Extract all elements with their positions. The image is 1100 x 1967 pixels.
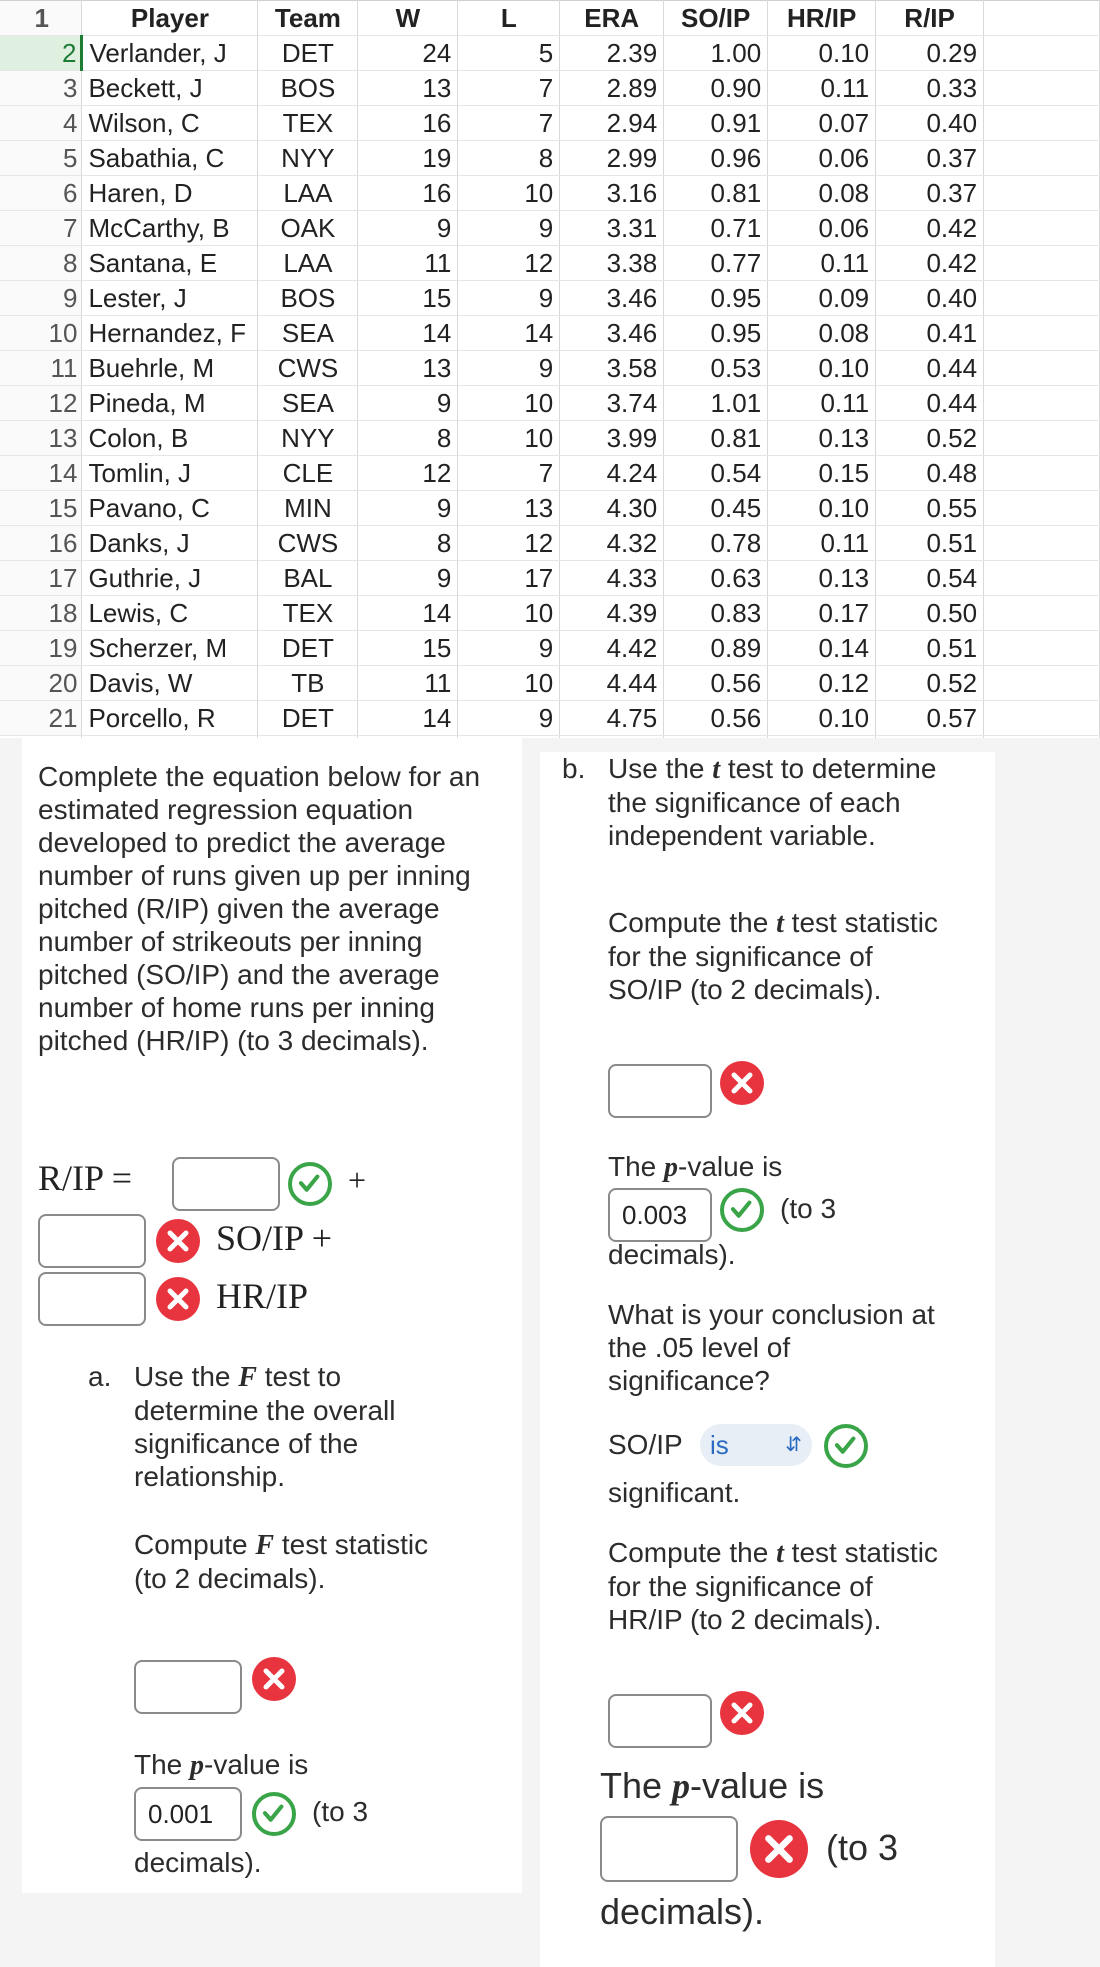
cell-team[interactable]: CWS (258, 526, 358, 561)
cell-era[interactable]: 3.16 (560, 176, 664, 211)
table-row (0, 36, 1100, 71)
cell-era[interactable]: 4.24 (560, 456, 664, 491)
cell-l[interactable]: 9 (458, 281, 560, 316)
cell-hr-ip[interactable]: 0.12 (768, 666, 876, 701)
cell-l[interactable]: 7 (458, 71, 560, 106)
cell-w[interactable]: 15 (358, 281, 458, 316)
cell-player[interactable]: Scherzer, M (82, 631, 258, 666)
cell-team[interactable]: DET (258, 36, 358, 71)
table-row (0, 456, 1100, 491)
row-number[interactable]: 17 (0, 561, 82, 596)
cell-team[interactable]: MIN (258, 491, 358, 526)
header-player[interactable]: Player (82, 1, 258, 36)
cell-w[interactable]: 8 (358, 421, 458, 456)
cell-player[interactable]: Davis, W (82, 666, 258, 701)
cell-era[interactable]: 3.31 (560, 211, 664, 246)
header-so-ip[interactable]: SO/IP (664, 1, 768, 36)
cell-so-ip[interactable]: 0.81 (664, 176, 768, 211)
cell-w[interactable]: 8 (358, 526, 458, 561)
header-r-ip[interactable]: R/IP (876, 1, 984, 36)
row-number[interactable]: 7 (0, 211, 82, 246)
cell-player[interactable]: Porcello, R (82, 701, 258, 736)
cell-hr-ip[interactable]: 0.10 (768, 701, 876, 736)
cell-team[interactable]: CLE (258, 456, 358, 491)
table-row (0, 421, 1100, 456)
cell-r-ip[interactable]: 0.42 (876, 211, 984, 246)
row-number[interactable]: 5 (0, 141, 82, 176)
cell-w[interactable]: 11 (358, 246, 458, 281)
table-row (0, 526, 1100, 561)
cell-so-ip[interactable]: 0.91 (664, 106, 768, 141)
cell-era[interactable]: 4.32 (560, 526, 664, 561)
table-row (0, 106, 1100, 141)
cell-l[interactable]: 12 (458, 246, 560, 281)
data-spreadsheet (0, 0, 1100, 738)
cell-team[interactable]: CWS (258, 351, 358, 386)
cell-era[interactable]: 4.30 (560, 491, 664, 526)
cell-team[interactable]: BOS (258, 71, 358, 106)
cell-player[interactable]: Guthrie, J (82, 561, 258, 596)
cell-r-ip[interactable]: 0.51 (876, 526, 984, 561)
cell-hr-ip[interactable]: 0.10 (768, 36, 876, 71)
cell-l[interactable]: 9 (458, 631, 560, 666)
cell-l[interactable]: 9 (458, 211, 560, 246)
cell-w[interactable]: 16 (358, 176, 458, 211)
cell-team[interactable]: DET (258, 701, 358, 736)
row-number[interactable]: 8 (0, 246, 82, 281)
cell-w[interactable]: 9 (358, 386, 458, 421)
header-era[interactable]: ERA (560, 1, 664, 36)
cell-w[interactable]: 11 (358, 666, 458, 701)
cell-r-ip[interactable]: 0.42 (876, 246, 984, 281)
cell-hr-ip[interactable]: 0.10 (768, 491, 876, 526)
cell-l[interactable]: 10 (458, 666, 560, 701)
row-number[interactable]: 16 (0, 526, 82, 561)
cell-so-ip[interactable]: 0.78 (664, 526, 768, 561)
cell-player[interactable]: Haren, D (82, 176, 258, 211)
cell-so-ip[interactable]: 0.96 (664, 141, 768, 176)
row-number[interactable]: 18 (0, 596, 82, 631)
cell-r-ip[interactable]: 0.50 (876, 596, 984, 631)
empty-cell[interactable] (768, 736, 876, 739)
cell-player[interactable]: Danks, J (82, 526, 258, 561)
row-number[interactable]: 15 (0, 491, 82, 526)
soip-coefficient-input[interactable] (38, 1214, 146, 1268)
cell-team[interactable]: TEX (258, 596, 358, 631)
cell-so-ip[interactable]: 0.77 (664, 246, 768, 281)
cell-era[interactable]: 4.39 (560, 596, 664, 631)
empty-cell[interactable] (984, 176, 1100, 211)
cell-w[interactable]: 16 (358, 106, 458, 141)
row-number[interactable]: 19 (0, 631, 82, 666)
empty-cell[interactable] (664, 736, 768, 739)
soip-pvalue-input[interactable] (608, 1188, 712, 1242)
cell-era[interactable]: 4.75 (560, 701, 664, 736)
cell-l[interactable]: 5 (458, 36, 560, 71)
row-number[interactable]: 14 (0, 456, 82, 491)
cell-w[interactable]: 19 (358, 141, 458, 176)
cell-player[interactable]: Lewis, C (82, 596, 258, 631)
cell-era[interactable]: 3.46 (560, 281, 664, 316)
empty-cell[interactable] (984, 106, 1100, 141)
cell-team[interactable]: NYY (258, 421, 358, 456)
table-row (0, 211, 1100, 246)
cell-l[interactable]: 17 (458, 561, 560, 596)
cell-team[interactable]: LAA (258, 246, 358, 281)
cell-so-ip[interactable]: 0.71 (664, 211, 768, 246)
cell-w[interactable]: 12 (358, 456, 458, 491)
cell-player[interactable]: Pavano, C (82, 491, 258, 526)
cell-hr-ip[interactable]: 0.06 (768, 211, 876, 246)
cell-player[interactable]: Wilson, C (82, 106, 258, 141)
cell-hr-ip[interactable]: 0.13 (768, 421, 876, 456)
empty-cell[interactable] (984, 281, 1100, 316)
cell-era[interactable]: 4.42 (560, 631, 664, 666)
cell-player[interactable]: McCarthy, B (82, 211, 258, 246)
table-row (0, 561, 1100, 596)
empty-cell[interactable] (984, 246, 1100, 281)
cell-so-ip[interactable]: 0.95 (664, 316, 768, 351)
incorrect-x-icon (156, 1219, 200, 1263)
f-pvalue-input[interactable] (134, 1787, 242, 1841)
part-b-instructions: Use the t test to determine the significance of each independent variable. (608, 753, 937, 851)
row-number[interactable]: 12 (0, 386, 82, 421)
cell-player[interactable]: Lester, J (82, 281, 258, 316)
empty-cell[interactable] (984, 736, 1100, 739)
cell-player[interactable]: Hernandez, F (82, 316, 258, 351)
cell-l[interactable]: 12 (458, 526, 560, 561)
incorrect-x-icon (720, 1061, 764, 1105)
header-row (0, 1, 1100, 36)
table-row (0, 666, 1100, 701)
cell-era[interactable]: 3.99 (560, 421, 664, 456)
cell-so-ip[interactable]: 0.83 (664, 596, 768, 631)
cell-l[interactable]: 10 (458, 386, 560, 421)
row-number[interactable]: 21 (0, 701, 82, 736)
correct-check-icon (288, 1162, 332, 1206)
cell-player[interactable]: Colon, B (82, 421, 258, 456)
updown-chevron-icon: ⇵ (785, 1434, 802, 1456)
precision-note-cont: decimals). (608, 1239, 736, 1270)
cell-r-ip[interactable]: 0.52 (876, 666, 984, 701)
cell-hr-ip[interactable]: 0.11 (768, 526, 876, 561)
f-stat-prompt: Compute F test statistic (to 2 decimals). (134, 1529, 429, 1594)
precision-note-cont: decimals). (134, 1847, 262, 1878)
cell-hr-ip[interactable]: 0.08 (768, 176, 876, 211)
cell-so-ip[interactable]: 0.63 (664, 561, 768, 596)
empty-cell[interactable] (984, 456, 1100, 491)
cell-r-ip[interactable]: 0.51 (876, 631, 984, 666)
cell-hr-ip[interactable]: 0.06 (768, 141, 876, 176)
cell-team[interactable]: BOS (258, 281, 358, 316)
cell-r-ip[interactable]: 0.40 (876, 281, 984, 316)
t-hrip-prompt: Compute the t test statistic for the significance of HR/IP (to 2 decimals). (608, 1537, 938, 1635)
cell-w[interactable]: 15 (358, 631, 458, 666)
empty-cell[interactable] (984, 316, 1100, 351)
precision-note-cont: decimals). (600, 1891, 765, 1932)
header-hr-ip[interactable]: HR/IP (768, 1, 876, 36)
cell-l[interactable]: 9 (458, 701, 560, 736)
cell-hr-ip[interactable]: 0.11 (768, 386, 876, 421)
incorrect-x-icon (156, 1277, 200, 1321)
row-number[interactable]: 13 (0, 421, 82, 456)
cell-r-ip[interactable]: 0.44 (876, 351, 984, 386)
cell-hr-ip[interactable]: 0.13 (768, 561, 876, 596)
row-number[interactable]: 20 (0, 666, 82, 701)
empty-cell[interactable] (984, 596, 1100, 631)
cell-team[interactable]: LAA (258, 176, 358, 211)
t-soip-prompt: Compute the t test statistic for the significance of SO/IP (to 2 decimals). (608, 907, 938, 1005)
header-team[interactable]: Team (258, 1, 358, 36)
cell-player[interactable]: Tomlin, J (82, 456, 258, 491)
equation-plus: + (348, 1162, 367, 1198)
empty-cell[interactable] (984, 631, 1100, 666)
table-row (0, 281, 1100, 316)
precision-note: (to 3 (780, 1193, 837, 1224)
cell-l[interactable]: 9 (458, 351, 560, 386)
part-b-label: b. (562, 753, 586, 784)
empty-cell[interactable] (984, 36, 1100, 71)
row-number[interactable]: 4 (0, 106, 82, 141)
t-soip-input[interactable] (608, 1064, 712, 1118)
regression-intro: Complete the equation below for an estimated regression equation developed to predict the average number of runs given up per inning pitched (R/IP) given the average number of strikeouts per inning pitched (SO/IP) and the average number of home runs per inning pitched (HR/IP) (to 3 decimals). (38, 761, 481, 1056)
incorrect-x-icon (252, 1657, 296, 1701)
correct-check-icon (252, 1792, 296, 1836)
empty-cell[interactable] (984, 491, 1100, 526)
cell-r-ip[interactable]: 0.41 (876, 316, 984, 351)
precision-note: (to 3 (826, 1827, 899, 1868)
pitcher-table (0, 0, 1100, 738)
cell-r-ip[interactable]: 0.37 (876, 176, 984, 211)
empty-cell[interactable] (560, 736, 664, 739)
soip-pvalue-prompt: The p-value is (608, 1151, 783, 1183)
cell-player[interactable]: Verlander, J (82, 36, 258, 71)
cell-r-ip[interactable]: 0.29 (876, 36, 984, 71)
cell-era[interactable]: 2.94 (560, 106, 664, 141)
hrip-pvalue-prompt: The p-value is (600, 1765, 825, 1806)
cell-hr-ip[interactable]: 0.11 (768, 71, 876, 106)
empty-cell[interactable] (984, 1, 1100, 36)
empty-cell[interactable] (984, 386, 1100, 421)
table-row (0, 386, 1100, 421)
cell-era[interactable]: 2.39 (560, 36, 664, 71)
empty-cell[interactable] (984, 526, 1100, 561)
cell-team[interactable]: NYY (258, 141, 358, 176)
cell-so-ip[interactable]: 1.00 (664, 36, 768, 71)
table-row (0, 176, 1100, 211)
cell-hr-ip[interactable]: 0.11 (768, 246, 876, 281)
cell-team[interactable]: OAK (258, 211, 358, 246)
cell-hr-ip[interactable]: 0.08 (768, 316, 876, 351)
table-row (0, 351, 1100, 386)
empty-cell[interactable] (984, 211, 1100, 246)
cell-so-ip[interactable]: 0.53 (664, 351, 768, 386)
cell-era[interactable]: 4.44 (560, 666, 664, 701)
cell-r-ip[interactable]: 0.40 (876, 106, 984, 141)
cell-team[interactable]: TB (258, 666, 358, 701)
row-number[interactable]: 9 (0, 281, 82, 316)
cell-r-ip[interactable]: 0.48 (876, 456, 984, 491)
empty-cell[interactable] (984, 141, 1100, 176)
cell-r-ip[interactable]: 0.54 (876, 561, 984, 596)
cell-team[interactable]: BAL (258, 561, 358, 596)
cell-r-ip[interactable]: 0.33 (876, 71, 984, 106)
empty-cell[interactable] (984, 421, 1100, 456)
row-number[interactable]: 2 (0, 36, 82, 71)
cell-player[interactable]: Buehrle, M (82, 351, 258, 386)
conclusion-variable: SO/IP (608, 1429, 683, 1460)
table-row (0, 631, 1100, 666)
table-row (0, 701, 1100, 736)
cell-w[interactable]: 9 (358, 561, 458, 596)
cell-hr-ip[interactable]: 0.14 (768, 631, 876, 666)
row-number[interactable]: 10 (0, 316, 82, 351)
table-row (0, 316, 1100, 351)
cell-r-ip[interactable]: 0.44 (876, 386, 984, 421)
cell-era[interactable]: 3.46 (560, 316, 664, 351)
cell-player[interactable]: Pineda, M (82, 386, 258, 421)
conclusion-question: What is your conclusion at the .05 level of significance? (608, 1299, 935, 1396)
cell-so-ip[interactable]: 1.01 (664, 386, 768, 421)
cell-so-ip[interactable]: 0.56 (664, 701, 768, 736)
cell-player[interactable]: Beckett, J (82, 71, 258, 106)
cell-player[interactable]: Sabathia, C (82, 141, 258, 176)
cell-hr-ip[interactable]: 0.09 (768, 281, 876, 316)
cell-w[interactable]: 13 (358, 71, 458, 106)
cell-r-ip[interactable]: 0.57 (876, 701, 984, 736)
cell-w[interactable]: 9 (358, 491, 458, 526)
row-number[interactable]: 1 (0, 1, 82, 36)
cell-w[interactable]: 14 (358, 701, 458, 736)
empty-cell[interactable] (984, 351, 1100, 386)
cell-era[interactable]: 4.33 (560, 561, 664, 596)
cell-so-ip[interactable]: 0.56 (664, 666, 768, 701)
cell-l[interactable]: 7 (458, 106, 560, 141)
cell-team[interactable]: SEA (258, 316, 358, 351)
cell-era[interactable]: 3.58 (560, 351, 664, 386)
cell-hr-ip[interactable]: 0.07 (768, 106, 876, 141)
cell-hr-ip[interactable]: 0.15 (768, 456, 876, 491)
cell-so-ip[interactable]: 0.81 (664, 421, 768, 456)
header-w[interactable]: W (358, 1, 458, 36)
cell-era[interactable]: 2.99 (560, 141, 664, 176)
cell-r-ip[interactable]: 0.52 (876, 421, 984, 456)
hrip-coefficient-input[interactable] (38, 1272, 146, 1326)
header-l[interactable]: L (458, 1, 560, 36)
cell-hr-ip[interactable]: 0.10 (768, 351, 876, 386)
cell-so-ip[interactable]: 0.95 (664, 281, 768, 316)
cell-l[interactable]: 10 (458, 421, 560, 456)
row-number[interactable]: 6 (0, 176, 82, 211)
cell-w[interactable]: 24 (358, 36, 458, 71)
cell-l[interactable]: 13 (458, 491, 560, 526)
f-pvalue-prompt: The p-value is (134, 1749, 309, 1781)
f-stat-input[interactable] (134, 1660, 242, 1714)
empty-cell[interactable] (984, 561, 1100, 596)
equation-hrip-term: HR/IP (216, 1276, 309, 1316)
cell-w[interactable]: 14 (358, 316, 458, 351)
cell-r-ip[interactable]: 0.37 (876, 141, 984, 176)
table-row (0, 596, 1100, 631)
hrip-pvalue-input[interactable] (600, 1816, 738, 1882)
incorrect-x-icon (750, 1820, 808, 1878)
cell-so-ip[interactable]: 0.90 (664, 71, 768, 106)
significance-select-value: is (710, 1430, 729, 1460)
precision-note: (to 3 (312, 1796, 369, 1827)
table-row (0, 71, 1100, 106)
cell-l[interactable]: 8 (458, 141, 560, 176)
row-number[interactable]: 11 (0, 351, 82, 386)
cell-era[interactable]: 3.74 (560, 386, 664, 421)
cell-so-ip[interactable]: 0.54 (664, 456, 768, 491)
cell-w[interactable]: 13 (358, 351, 458, 386)
part-a-instructions: Use the F test to determine the overall significance of the relationship. (134, 1361, 396, 1492)
significance-select[interactable] (700, 1424, 812, 1466)
table-row (0, 491, 1100, 526)
equation-lhs: R/IP = (38, 1158, 132, 1198)
cell-w[interactable]: 14 (358, 596, 458, 631)
empty-cell[interactable] (984, 71, 1100, 106)
cell-hr-ip[interactable]: 0.17 (768, 596, 876, 631)
cell-so-ip[interactable]: 0.45 (664, 491, 768, 526)
row-number[interactable]: 3 (0, 71, 82, 106)
t-hrip-input[interactable] (608, 1694, 712, 1748)
cell-l[interactable]: 10 (458, 596, 560, 631)
cell-era[interactable]: 3.38 (560, 246, 664, 281)
cell-so-ip[interactable]: 0.89 (664, 631, 768, 666)
cell-r-ip[interactable]: 0.55 (876, 491, 984, 526)
empty-cell[interactable] (984, 701, 1100, 736)
incorrect-x-icon (720, 1691, 764, 1735)
empty-cell[interactable] (984, 666, 1100, 701)
cell-team[interactable]: SEA (258, 386, 358, 421)
table-row (0, 246, 1100, 281)
cell-l[interactable]: 14 (458, 316, 560, 351)
equation-soip-term: SO/IP + (216, 1218, 332, 1258)
cell-team[interactable]: DET (258, 631, 358, 666)
cell-player[interactable]: Santana, E (82, 246, 258, 281)
cell-l[interactable]: 10 (458, 176, 560, 211)
correct-check-icon (720, 1188, 764, 1232)
correct-check-icon (824, 1424, 868, 1468)
cell-team[interactable]: TEX (258, 106, 358, 141)
table-row (0, 141, 1100, 176)
cell-era[interactable]: 2.89 (560, 71, 664, 106)
conclusion-tail: significant. (608, 1477, 741, 1508)
part-a-label: a. (88, 1361, 112, 1392)
cell-w[interactable]: 9 (358, 211, 458, 246)
empty-cell[interactable] (876, 736, 984, 739)
intercept-input[interactable] (172, 1157, 280, 1211)
cell-l[interactable]: 7 (458, 456, 560, 491)
